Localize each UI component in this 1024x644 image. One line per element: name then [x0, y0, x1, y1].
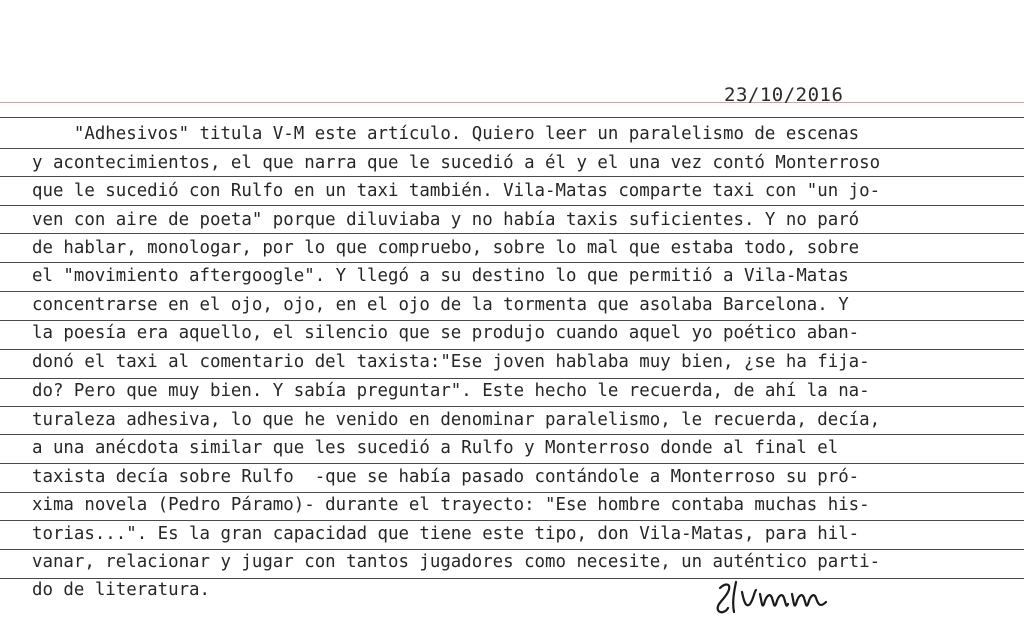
body-line: a una anécdota similar que les sucedió a Rulfo y Monterroso donde al final el: [32, 438, 839, 458]
ruled-line: [0, 205, 1024, 206]
body-line: do de literatura.: [32, 580, 210, 600]
ruled-line: [0, 148, 1024, 149]
body-line: concentrarse en el ojo, ojo, en el ojo de la tormenta que asolaba Barcelona. Y: [32, 295, 849, 315]
body-line: el "movimiento aftergoogle". Y llegó a su destino lo que permitió a Vila-Matas: [32, 266, 849, 286]
ruled-line: [0, 463, 1024, 464]
ruled-line: [0, 176, 1024, 177]
document-date: 23/10/2016: [724, 84, 844, 106]
body-line: taxista decía sobre Rulfo -que se había pasado contándole a Monterroso su pró-: [32, 467, 860, 487]
body-line: vanar, relacionar y jugar con tantos jugadores como necesite, un auténtico parti-: [32, 552, 881, 572]
body-line: turaleza adhesiva, lo que he venido en denominar paralelismo, le recuerda, decía,: [32, 410, 881, 430]
ruled-line: [0, 434, 1024, 435]
ruled-line: [0, 233, 1024, 234]
ruled-line: [0, 349, 1024, 350]
body-line: y acontecimientos, el que narra que le sucedió a él y el una vez contó Monterroso: [32, 153, 881, 173]
ruled-line: [0, 520, 1024, 521]
margin-rule: [0, 102, 1024, 103]
ruled-line: [0, 291, 1024, 292]
ruled-line: [0, 578, 1024, 579]
ruled-line: [0, 492, 1024, 493]
handwritten-signature: [712, 574, 832, 620]
body-line: donó el taxi al comentario del taxista:"Ese joven hablaba muy bien, ¿se ha fija-: [32, 352, 870, 372]
body-line: "Adhesivos" titula V-M este artículo. Quiero leer un paralelismo de escenas: [32, 124, 860, 144]
body-line: xima novela (Pedro Páramo)- durante el trayecto: "Ese hombre contaba muchas his-: [32, 495, 870, 515]
body-line: do? Pero que muy bien. Y sabía preguntar". Este hecho le recuerda, de ahí la na-: [32, 381, 870, 401]
body-line: ven con aire de poeta" porque diluviaba y no había taxis suficientes. Y no paró: [32, 210, 860, 230]
ruled-line: [0, 117, 1024, 118]
ruled-line: [0, 262, 1024, 263]
body-line: torias...". Es la gran capacidad que tiene este tipo, don Vila-Matas, para hil-: [32, 524, 860, 544]
ruled-line: [0, 549, 1024, 550]
body-line: de hablar, monologar, por lo que compruebo, sobre lo mal que estaba todo, sobre: [32, 238, 860, 258]
ruled-line: [0, 320, 1024, 321]
body-line: la poesía era aquello, el silencio que se produjo cuando aquel yo poético aban-: [32, 323, 860, 343]
body-line: que le sucedió con Rulfo en un taxi también. Vila-Matas comparte taxi con "un jo-: [32, 181, 881, 201]
ruled-line: [0, 378, 1024, 379]
ruled-line: [0, 406, 1024, 407]
